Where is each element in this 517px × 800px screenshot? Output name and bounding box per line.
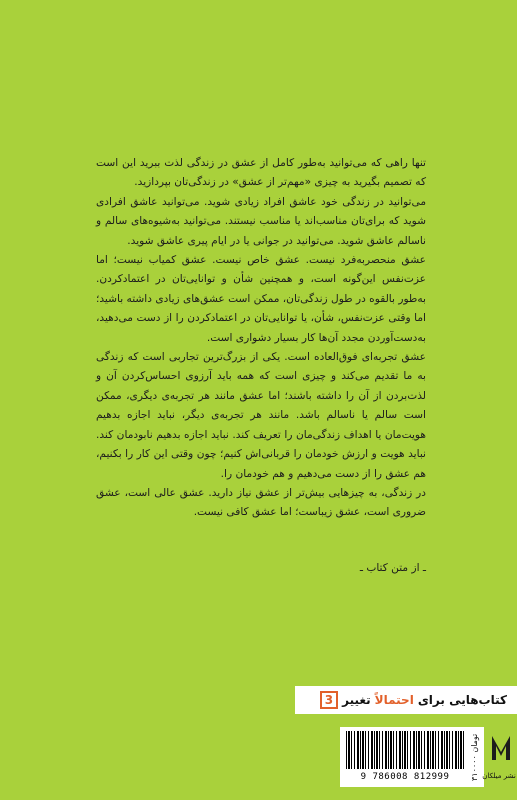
back-cover-text (96, 154, 426, 523)
source-attribution: ـ از متن کتاب ـ (359, 562, 426, 574)
barcode-box (340, 727, 470, 787)
paragraph-5: در زندگی، به چیزهایی بیش‌تر از عشق نیاز دارید. عشق عالی است، عشق ضروری است، عشق زیباست؛ اما عشق کافی نیست. (96, 486, 426, 519)
series-banner (295, 686, 517, 714)
paragraph-2: می‌توانید در زندگی خود عاشق افراد زیادی شوید. می‌توانید عاشق افرادی شوید که برای‌تان مناسب‌اند یا مناسب نیستند. می‌توانید به‌شیوه‌های سالم و ناسالم عاشق شوید. می‌توانید در جوانی یا در ایام پیری عاشق شوید. (96, 195, 426, 247)
series-title-part3: تغییر (342, 693, 371, 707)
series-title-part2: احتمالاً (374, 693, 414, 707)
paragraph-4: عشق تجربه‌ای فوق‌العاده است. یکی از بزرگ‌ترین تجاربی است که زندگی به ما تقدیم می‌کند و چیزی است که همه باید آرزوی احساس‌کردن آن و لذت‌بردن از آن را داشته باشند؛ اما عشق مانند هر تجربه‌ی دیگری، ممکن است سالم یا ناسالم باشد. مانند هر تجربه‌ی دیگر، نباید اجازه بدهیم هویت‌مان یا اهداف زندگی‌مان را تعریف کند. نباید اجازه بدهیم نابودمان کند. نباید هویت و ارزش خودمان را قربانی‌اش کنیم؛ چون وقتی این کار را بکنیم، هم عشق را از دست می‌دهیم و هم خودمان را. (96, 351, 426, 480)
price-label: ۳۱۰۰۰۰ تومان (470, 727, 484, 787)
series-number: 3 (320, 691, 338, 709)
paragraph-3: عشق منحصربه‌فرد نیست. عشق خاص نیست. عشق کمیاب نیست؛ اما عزت‌نفس این‌گونه است، و همچنین شأن و توانایی‌تان در اعتمادکردن. به‌طور بالقوه در طول زندگی‌تان، ممکن است عشق‌های زیادی داشته باشید؛ اما وقتی عزت‌نفس، شأن، یا توانایی‌تان در اعتمادکردن را از دست می‌دهید، به‌دست‌آوردن مجدد آن‌ها کار بسیار دشواری است. (96, 254, 426, 344)
barcode-icon (346, 731, 464, 769)
publisher-name: نشر میلکان (482, 772, 516, 780)
paragraph-1: تنها راهی که می‌توانید به‌طور کامل از عشق در زندگی لذت ببرید این است که تصمیم بگیرید به چیزی «مهم‌تر از عشق» در زندگی‌تان بپردازید. (96, 157, 426, 189)
isbn-number: 9 786008 812999 (360, 772, 450, 782)
series-title-part1: کتاب‌هایی برای (417, 693, 507, 707)
publisher-logo-icon (488, 730, 514, 770)
